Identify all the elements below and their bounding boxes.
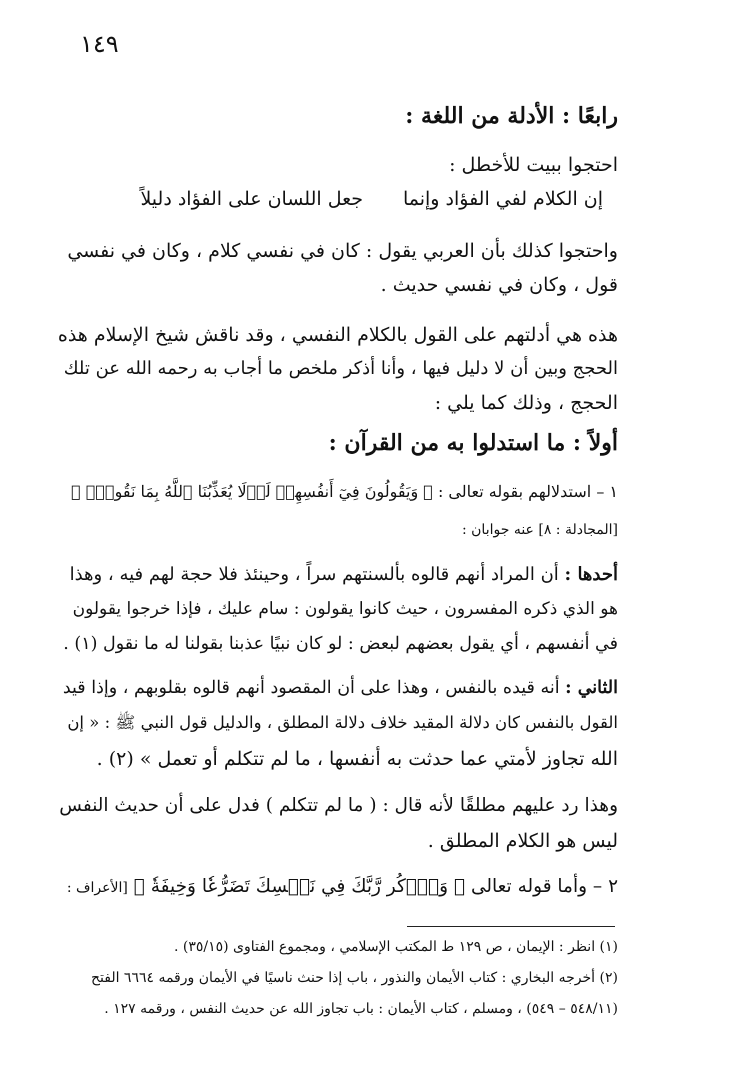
- page-number: ١٤٩: [80, 30, 119, 58]
- paragraph-text: أنه قيده بالنفس ، وهذا على أن المقصود أنهم قالوه بقلوبهم ، وإذا قيد: [62, 678, 560, 698]
- paragraph-line: القول بالنفس كان دلالة المقيد خلاف دلالة المطلق ، والدليل قول النبي ﷺ : « إن: [67, 713, 618, 732]
- paragraph-line: قول ، وكان في نفسي حديث .: [380, 274, 618, 296]
- footnote: (٢) أخرجه البخاري : كتاب الأيمان والنذور ، باب إذا حنث ناسيًا في الأيمان ورقمه ٦٦٦٤ الفتح: [90, 970, 618, 986]
- verse-left-hemistich: جعل اللسان على الفؤاد دليلاً: [140, 188, 363, 210]
- paragraph-line: وهذا رد عليهم مطلقًا لأنه قال : ( ما لم تتكلم ) فدل على أن حديث النفس: [59, 795, 618, 816]
- item1-prefix: ١ – استدلالهم بقوله تعالى :: [437, 482, 618, 501]
- subheading: أولاً : ما استدلوا به من القرآن :: [328, 430, 618, 456]
- second-answer-line: [63, 680, 618, 698]
- paragraph-line: في أنفسهم ، أي يقول بعضهم لبعض : لو كان نبيًا عذبنا بقولنا له ما نقول (١) .: [63, 634, 618, 654]
- paragraph-line: الحجج وبين أن لا دليل فيها ، وأنا أذكر ملخص ما أجاب به رحمه الله عن تلك: [63, 358, 618, 379]
- footnote: (٥٤٨/١١ – ٥٤٩) ، ومسلم ، كتاب الأيمان : باب تجاوز الله عن حديث النفس ، ورقمه ١٢٧ .: [104, 1001, 618, 1017]
- item2-reference: [الأعراف :: [66, 880, 128, 896]
- footnote: (١) انظر : الإيمان ، ص ١٢٩ ط المكتب الإسلامي ، ومجموع الفتاوى (٣٥/١٥) .: [173, 939, 618, 955]
- item2-line: [67, 878, 618, 897]
- quran-verse: ﴿ وَٱذۡكُر رَّبَّكَ فِي نَفۡسِكَ تَضَرُّعٗا وَخِيفَةٗ ﴾: [133, 876, 466, 897]
- item1-line: [71, 484, 618, 500]
- footnote-separator: [407, 926, 615, 927]
- paragraph-line: هو الذي ذكره المفسرون ، حيث كانوا يقولون : سام عليك ، فإذا خرجوا يقولون: [72, 599, 618, 619]
- paragraph-line: واحتجوا كذلك بأن العربي يقول : كان في نفسي كلام ، وكان في نفسي: [67, 240, 618, 262]
- second-answer-label: الثاني :: [565, 678, 618, 698]
- verse-right-hemistich: إن الكلام لفي الفؤاد وإنما: [402, 188, 603, 210]
- section-heading: رابعًا : الأدلة من اللغة :: [405, 103, 618, 129]
- first-answer-label: أحدها :: [564, 564, 618, 585]
- item1-reference: [المجادلة : ٨] عنه جوابان :: [461, 522, 618, 538]
- paragraph-line: الله تجاوز لأمتي عما حدثت به أنفسها ، ما لم تتكلم أو تعمل » (٢) .: [96, 748, 618, 770]
- paragraph-text: أن المراد أنهم قالوه بألسنتهم سراً ، وحينئذ فلا حجة لهم فيه ، وهذا: [69, 564, 559, 585]
- paragraph-line: الحجج ، وذلك كما يلي :: [434, 392, 618, 414]
- first-answer-line: [70, 566, 618, 584]
- paragraph-line: ليس هو الكلام المطلق .: [427, 830, 618, 852]
- quran-verse: ﴿ وَيَقُولُونَ فِيٓ أَنفُسِهِمۡ لَوۡلَا يُعَذِّبُنَا ٱللَّهُ بِمَا نَقُولُۚ ﴾: [71, 482, 433, 501]
- paragraph-line: هذه هي أدلتهم على القول بالكلام النفسي ، وقد ناقش شيخ الإسلام هذه: [57, 324, 618, 346]
- intro-line: احتجوا ببيت للأخطل :: [449, 154, 618, 176]
- item2-prefix: ٢ – وأما قوله تعالى: [470, 876, 618, 897]
